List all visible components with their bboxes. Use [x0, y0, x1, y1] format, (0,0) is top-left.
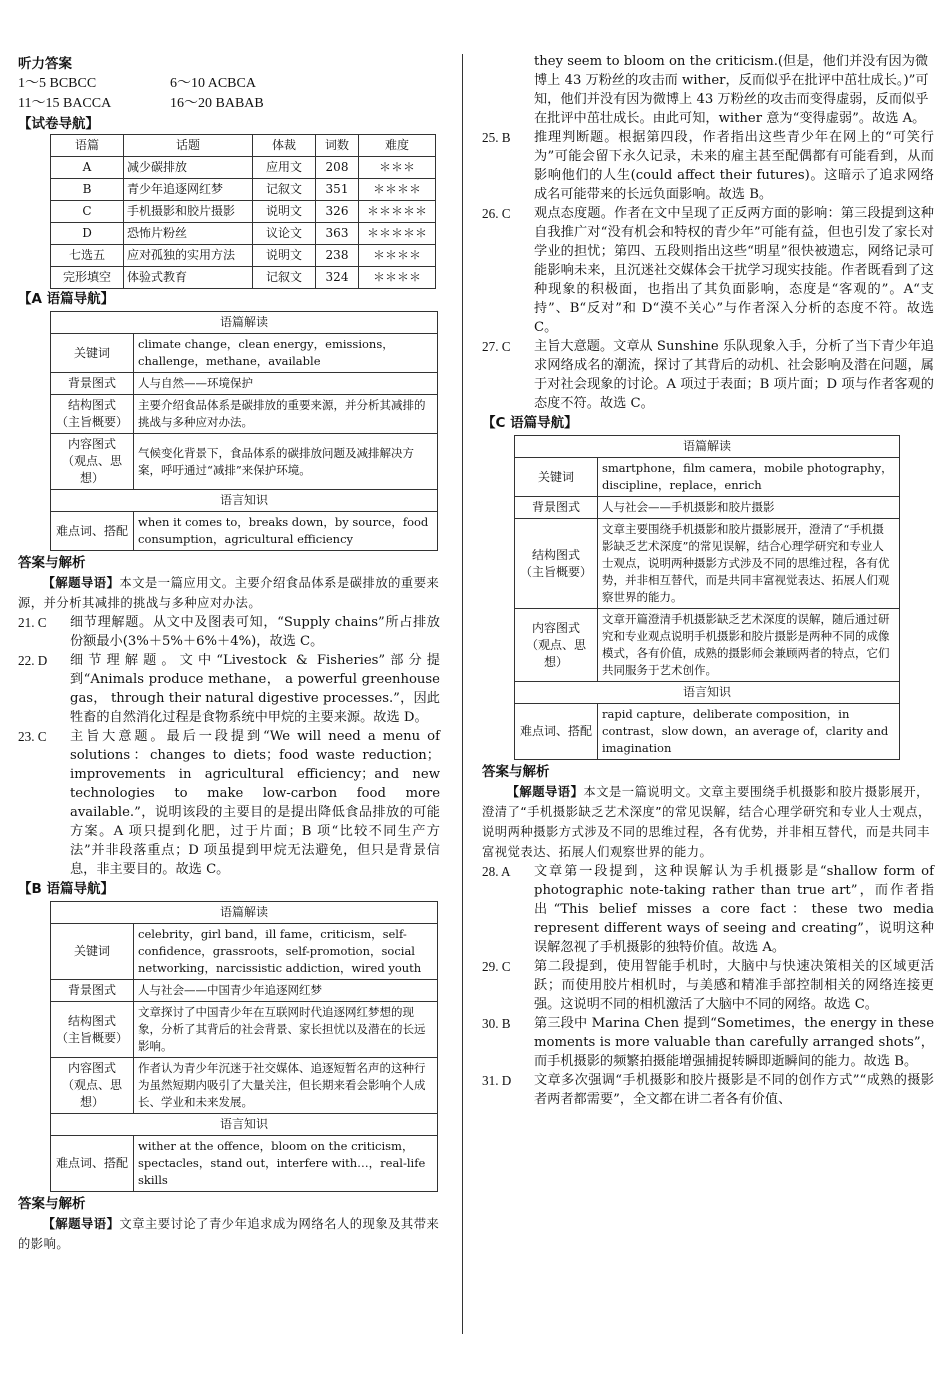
answer-item	[482, 204, 934, 337]
table-cell: 记叙文	[253, 267, 316, 289]
overview-title: 【试卷导航】	[18, 116, 99, 132]
row-key: 内容图式 （观点、思想）	[51, 434, 134, 490]
column-header: 体裁	[253, 135, 316, 157]
table-cell: 议论文	[253, 223, 316, 245]
table-cell: 完形填空	[51, 267, 124, 289]
analysis-b-intro	[18, 1214, 440, 1254]
answer-item	[482, 1014, 934, 1071]
table-cell: 说明文	[253, 245, 316, 267]
table-row	[51, 245, 436, 267]
table-cell: ＊＊＊＊＊	[359, 223, 436, 245]
answer-text: 文章多次强调“手机摄影和胶片摄影是不同的创作方式”“成熟的摄影者两者都需要”，全文都在讲二者各有价值、	[534, 1073, 934, 1107]
column-divider	[462, 54, 463, 1334]
answer-item	[482, 337, 934, 413]
table-cell: 手机摄影和胶片摄影	[124, 201, 253, 223]
row-key: 结构图式 （主旨概要）	[515, 519, 598, 609]
table-cell: 238	[316, 245, 359, 267]
table-row	[51, 980, 438, 1002]
table-cell: 减少碳排放	[124, 157, 253, 179]
table-row	[515, 458, 900, 497]
table-cell: 326	[316, 201, 359, 223]
language-header: 语言知识	[51, 1114, 438, 1136]
answer-item	[482, 862, 934, 957]
row-value: 作者认为青少年沉迷于社交媒体、追逐短暂名声的这种行为虽然短期内吸引了大量关注，但长期来看会影响个人成长、学业和未来发展。	[134, 1058, 438, 1114]
row-value: when it comes to，breaks down，by source，food consumption，agricultural efficiency	[134, 512, 438, 551]
table-row	[51, 1058, 438, 1114]
row-value: 主要介绍食品体系是碳排放的重要来源，并分析其减排的挑战与多种应对办法。	[134, 395, 438, 434]
row-key: 关键词	[51, 924, 134, 980]
answer-text: 第三段中 Marina Chen 提到“Sometimes，the energy in these moments is more valuable than carefully arranged shots”，而手机摄影的频繁拍摄能增强捕捉转瞬即逝瞬间的能力。故选 B。	[534, 1016, 934, 1069]
guide-b-title: 【B 语篇导航】	[18, 881, 114, 897]
answer-item	[18, 613, 440, 651]
answer-text: 推理判断题。根据第四段，作者指出这些青少年在网上的“可笑行为”可能会留下永久记录，未来的雇主甚至配偶都有可能看到，从而影响他们的人生(could affect their futures)。这暗示了追求网络成名可能带来的长远负面影响。故选 B。	[534, 130, 934, 202]
answer-item	[18, 727, 440, 879]
answer-item	[482, 128, 934, 204]
row-key: 难点词、搭配	[51, 512, 134, 551]
table-cell: 青少年追逐网红梦	[124, 179, 253, 201]
answer-text: 细节理解题。文中“Livestock & Fisheries”部分提到“Animals produce methane， a powerful greenhouse gas， through their natural digestive processes.”，因此牲畜的自然消化过程是食物系统中甲烷的主要来源。故选 D。	[70, 653, 440, 725]
column-header: 难度	[359, 135, 436, 157]
row-value: climate change，clean energy，emissions，challenge，methane，available	[134, 334, 438, 373]
table-row	[51, 1002, 438, 1058]
table-row	[51, 512, 438, 551]
answer-24-continued: they seem to bloom on the criticism.(但是，他们并没有因为微博上 43 万粉丝的攻击而 wither，反而似乎在批评中茁壮成长。)”可知，他们并没有因为微博上 43 万粉丝的攻击而变得虚弱，反而似乎在批评中茁壮成长。由此可知，wither 意为“变得虚弱”。故选 A。	[534, 54, 929, 126]
table-cell: 351	[316, 179, 359, 201]
answer-number: 29. C	[482, 959, 511, 974]
listening-answer: 1～5 BCBCC	[18, 76, 97, 91]
table-row	[515, 609, 900, 682]
table-row	[51, 434, 438, 490]
table-cell: C	[51, 201, 124, 223]
table-row	[515, 519, 900, 609]
analysis-c-intro	[482, 782, 934, 862]
table-cell: ＊＊＊	[359, 157, 436, 179]
row-value: 文章主要围绕手机摄影和胶片摄影展开，澄清了“手机摄影缺乏艺术深度”的常见误解，结合心理学研究和专业人士观点，说明两种摄影方式涉及不同的思维过程，各有优势，并非相互替代，而是共同丰富视觉表达、拓展人们观察世界的能力。	[598, 519, 900, 609]
table-cell: ＊＊＊＊＊	[359, 201, 436, 223]
row-key: 结构图式 （主旨概要）	[51, 395, 134, 434]
listening-answer: 6～10 ACBCA	[170, 76, 256, 91]
table-cell: 说明文	[253, 201, 316, 223]
answer-number: 31. D	[482, 1073, 512, 1088]
intro-label: 【解题导语】	[42, 1217, 120, 1231]
table-cell: A	[51, 157, 124, 179]
listening-answer: 11～15 BACCA	[18, 96, 112, 111]
table-cell: 324	[316, 267, 359, 289]
guide-c-title: 【C 语篇导航】	[482, 415, 578, 431]
row-key: 关键词	[515, 458, 598, 497]
guide-a-table	[50, 311, 438, 551]
intro-text: 本文是一篇应用文。主要介绍食品体系是碳排放的重要来源，并分析其减排的挑战与多种应对办法。	[18, 576, 440, 610]
table-row	[51, 223, 436, 245]
row-value: 人与社会——中国青少年追逐网红梦	[134, 980, 438, 1002]
row-value: 人与社会——手机摄影和胶片摄影	[598, 497, 900, 519]
row-value: celebrity，girl band，ill fame，criticism，self-confidence，grassroots，self-promotion，social networking，narcissistic addiction，wired youth	[134, 924, 438, 980]
language-header: 语言知识	[51, 490, 438, 512]
table-cell: 应用文	[253, 157, 316, 179]
table-cell: ＊＊＊＊	[359, 179, 436, 201]
column-header: 词数	[316, 135, 359, 157]
row-key: 背景图式	[515, 497, 598, 519]
answer-number: 26. C	[482, 206, 511, 221]
language-header: 语言知识	[515, 682, 900, 704]
row-value: 文章开篇澄清手机摄影缺乏艺术深度的误解，随后通过研究和专业观点说明手机摄影和胶片摄影是两种不同的成像模式，各有价值，成熟的摄影师会兼顾两者的特点，它们共同服务于艺术创作。	[598, 609, 900, 682]
analysis-c-title: 答案与解析	[482, 764, 550, 780]
overview-table	[50, 134, 436, 289]
listening-title: 听力答案	[18, 56, 72, 72]
table-row	[51, 157, 436, 179]
guide-b-table	[50, 901, 438, 1192]
table-row	[51, 334, 438, 373]
answer-number: 23. C	[18, 729, 47, 744]
table-cell: ＊＊＊＊	[359, 267, 436, 289]
right-column	[482, 52, 934, 1109]
table-row	[51, 179, 436, 201]
table-row	[51, 924, 438, 980]
row-value: 文章探讨了中国青少年在互联网时代追逐网红梦想的现象，分析了其背后的社会背景、家长担忧以及潜在的长远影响。	[134, 1002, 438, 1058]
answer-number: 28. A	[482, 864, 511, 879]
row-value: 气候变化背景下，食品体系的碳排放问题及减排解决方案，呼吁通过“减排”来保护环境。	[134, 434, 438, 490]
table-row	[51, 373, 438, 395]
answer-text: 文章第一段提到，这种误解认为手机摄影是“shallow form of photographic note-taking rather than true art”，而作者指出“This belief misses a core fact：these two media represent different ways of seeing and creating”，说明这种误解忽视了手机摄影的独特价值。故选 A。	[534, 864, 934, 955]
answer-text: 细节理解题。从文中及图表可知，“Supply chains”所占排放份额最小(3%＋5%＋6%＋4%)，故选 C。	[70, 615, 440, 649]
answer-item	[18, 651, 440, 727]
table-header-row	[51, 135, 436, 157]
table-cell: 208	[316, 157, 359, 179]
table-cell: 恐怖片粉丝	[124, 223, 253, 245]
answer-number: 21. C	[18, 615, 47, 630]
row-key: 关键词	[51, 334, 134, 373]
table-cell: B	[51, 179, 124, 201]
table-row	[51, 1136, 438, 1192]
intro-text: 文章主要讨论了青少年追求成为网络名人的现象及其带来的影响。	[18, 1217, 440, 1251]
analysis-b-title: 答案与解析	[18, 1196, 86, 1212]
analysis-a-title: 答案与解析	[18, 555, 86, 571]
answer-item	[482, 1071, 934, 1109]
analysis-a-intro	[18, 573, 440, 613]
listening-answer: 16～20 BABAB	[170, 96, 264, 111]
listening-row-1	[18, 74, 440, 94]
guide-c-table	[514, 435, 900, 760]
intro-label: 【解题导语】	[506, 785, 584, 799]
answer-text: 主旨大意题。最后一段提到“We will need a menu of solutions：changes to diets；food waste reduction；improvements in agricultural efficiency；and new technologies to make low-carbon food more available.”，说明该段的主要目的是提出降低食品排放的可能方案。A 项只提到化肥，过于片面；B 项“比较不同生产方法”并非段落重点；D 项虽提到甲烷无法避免，但只是背景信息，非主要目的。故选 C。	[70, 729, 440, 877]
intro-text: 本文是一篇说明文。文章主要围绕手机摄影和胶片摄影展开，澄清了“手机摄影缺乏艺术深度”的常见误解，结合心理学研究和专业人士观点，说明两种摄影方式涉及不同的思维过程，各有优势，并非相互替代，而是共同丰富视觉表达、拓展人们观察世界的能力。	[482, 785, 931, 859]
table-row	[51, 267, 436, 289]
answer-number: 30. B	[482, 1016, 511, 1031]
table-cell: 应对孤独的实用方法	[124, 245, 253, 267]
row-value: wither at the offence，bloom on the criticism，spectacles，stand out，interfere with…，real-life skills	[134, 1136, 438, 1192]
answer-number: 22. D	[18, 653, 48, 668]
table-cell: D	[51, 223, 124, 245]
left-column	[18, 54, 440, 1254]
answer-text: 第二段提到，使用智能手机时，大脑中与快速决策相关的区域更活跃；而使用胶片相机时，与美感和精准手部控制相关的网络连接更强。这说明不同的相机激活了大脑中不同的网络。故选 C。	[534, 959, 934, 1012]
row-value: rapid capture，deliberate composition，in contrast，slow down，an average of，clarity and imagination	[598, 704, 900, 760]
guide-a-title: 【A 语篇导航】	[18, 291, 115, 307]
row-key: 难点词、搭配	[51, 1136, 134, 1192]
column-header: 话题	[124, 135, 253, 157]
row-key: 难点词、搭配	[515, 704, 598, 760]
table-cell: ＊＊＊＊	[359, 245, 436, 267]
row-value: 人与自然——环境保护	[134, 373, 438, 395]
row-key: 内容图式 （观点、思想）	[51, 1058, 134, 1114]
reading-header: 语篇解读	[515, 436, 900, 458]
table-cell: 七选五	[51, 245, 124, 267]
answer-text: 主旨大意题。文章从 Sunshine 乐队现象入手，分析了当下青少年追求网络成名的潮流，探讨了其背后的动机、社会影响及潜在问题，属于对社会现象的讨论。A 项过于表面；B 项片面；D 项与作者客观的态度不符。故选 C。	[534, 339, 934, 411]
answer-text: 观点态度题。作者在文中呈现了正反两方面的影响：第三段提到这种自我推广对“没有机会和特权的青少年”可能有益，但也引发了家长对学业的担忧；第四、五段则指出这些“明星”很快被遗忘，网络记录可能影响未来，且沉迷社交媒体会干扰学习现实技能。作者既看到了这种现象的积极面，也指出了其负面影响，态度是“客观的”。A“支持”、B“反对”和 D“漠不关心”与作者深入分析的态度不符。故选 C。	[534, 206, 934, 335]
reading-header: 语篇解读	[51, 312, 438, 334]
row-key: 结构图式 （主旨概要）	[51, 1002, 134, 1058]
intro-label: 【解题导语】	[42, 576, 120, 590]
answer-number: 27. C	[482, 339, 511, 354]
table-cell: 363	[316, 223, 359, 245]
table-row	[51, 201, 436, 223]
answer-number: 25. B	[482, 130, 511, 145]
answer-item	[482, 957, 934, 1014]
table-cell: 记叙文	[253, 179, 316, 201]
reading-header: 语篇解读	[51, 902, 438, 924]
row-key: 背景图式	[51, 373, 134, 395]
listening-row-2	[18, 94, 440, 114]
table-row	[515, 497, 900, 519]
row-key: 内容图式 （观点、思想）	[515, 609, 598, 682]
table-row	[515, 704, 900, 760]
row-key: 背景图式	[51, 980, 134, 1002]
column-header: 语篇	[51, 135, 124, 157]
table-cell: 体验式教育	[124, 267, 253, 289]
table-row	[51, 395, 438, 434]
row-value: smartphone，film camera，mobile photography，discipline，replace，enrich	[598, 458, 900, 497]
